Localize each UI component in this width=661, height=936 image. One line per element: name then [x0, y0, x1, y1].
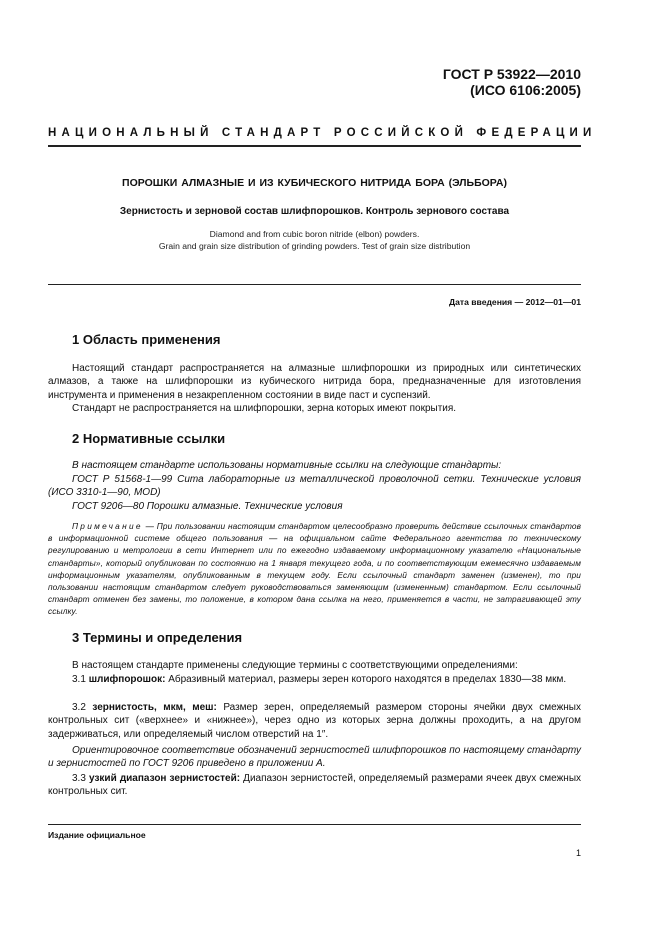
section-2-heading: 2 Нормативные ссылки [72, 431, 226, 446]
section-3-intro: В настоящем стандарте применены следующие термины с соответствующими определениями: [72, 660, 518, 671]
term-3-3 [48, 772, 581, 799]
section-3-heading: 3 Термины и определения [72, 630, 243, 645]
term-3-1-number: 3.1 [72, 674, 86, 685]
page-number: 1 [575, 848, 581, 858]
term-3-2-term: зернистость, мкм, меш: [92, 702, 217, 713]
top-divider [48, 145, 581, 147]
term-3-3-term: узкий диапазон зернистостей: [89, 773, 241, 784]
standard-code-block [443, 66, 581, 98]
reference-gost-9206: ГОСТ 9206—80 Порошки алмазные. Технические условия [72, 501, 343, 512]
term-3-2 [48, 701, 581, 741]
reference-gost-51568: ГОСТ Р 51568-1—99 Сита лабораторные из металлической проволочной сетки. Технические условия (ИСО 3310-1—90, MOD) [48, 474, 581, 499]
iso-code: (ИСО 6106:2005) [470, 82, 581, 98]
english-title-line-2: Grain and grain size distribution of grinding powders. Test of grain size distribution [158, 241, 471, 251]
national-standard-banner: НАЦИОНАЛЬНЫЙ СТАНДАРТ РОССИЙСКОЙ ФЕДЕРАЦИИ [48, 127, 597, 139]
term-3-2-number: 3.2 [72, 702, 86, 713]
note-text: — При пользовании настоящим стандартом целесообразно проверить действие ссылочных стандартов в информационной системе общего пользования — на официальном сайте Федерального агентства по техническому регулированию и метрологии в сети Интернет или по ежегодно издаваемому информационному указателю «Национальные стандарты», который опубликован по состоянию на 1 января текущего года, и по соответствующим ежемесячно издаваемым информационным указателям, опубликованным в текущем году. Если ссылочный стандарт заменен (изменен), то при пользовании настоящим стандартом следует руководствоваться заменяющим (измененным) стандартом. Если ссылочный стандарт отменен без замены, то положение, в котором дана ссылка на него, применяется в части, не затрагивающей эту ссылку. [48, 521, 582, 617]
footer-divider [48, 824, 581, 825]
section-1-paragraph-2: Стандарт не распространяется на шлифпорошки, зерна которых имеют покрытия. [72, 403, 457, 414]
note-label: Примечание [72, 521, 143, 531]
term-3-3-number: 3.3 [72, 773, 86, 784]
official-edition-label: Издание официальное [48, 830, 146, 840]
term-3-2-definition: Размер зерен, определяемый размером стороны ячейки двух смежных контрольных сит («верхнее» и «нижнее»), через одно из которых зерна должны проходить, а на другом задерживаться, или определяемый числом отверстий на 1″. [48, 702, 581, 740]
section-1-paragraph-1: Настоящий стандарт распространяется на алмазные шлифпорошки из природных или синтетических алмазов, а также на шлифпорошки из кубического нитрида бора, предназначенные для изготовления инструмента и применения в незакрепленном состоянии в виде паст и суспензий. [48, 363, 581, 401]
term-3-3-definition: Диапазон зернистостей, определяемый размерами ячеек двух смежных контрольных сит. [48, 773, 582, 798]
document-subtitle: Зернистость и зерновой состав шлифпорошков. Контроль зернового состава [119, 206, 510, 217]
section-2-note [48, 520, 581, 618]
title-divider [48, 284, 581, 285]
introduction-date: Дата введения — 2012—01—01 [448, 297, 581, 307]
term-3-1 [48, 673, 581, 686]
document-title: ПОРОШКИ АЛМАЗНЫЕ И ИЗ КУБИЧЕСКОГО НИТРИДА БОРА (ЭЛЬБОРА) [122, 177, 507, 189]
section-2-intro: В настоящем стандарте использованы нормативные ссылки на следующие стандарты: [72, 460, 502, 471]
term-3-1-definition: Абразивный материал, размеры зерен которого находятся в пределах 1830—38 мкм. [168, 674, 567, 685]
section-1-heading: 1 Область применения [72, 332, 221, 347]
english-title-line-1: Diamond and from cubic boron nitride (elbon) powders. [209, 229, 420, 239]
term-3-1-term: шлифпорошок: [88, 674, 166, 685]
term-3-2-note: Ориентировочное соответствие обозначений зернистостей шлифпорошков по настоящему стандарту и зернистостей по ГОСТ 9206 приведено в приложении А. [48, 745, 581, 770]
english-title [48, 228, 581, 252]
standard-code: ГОСТ Р 53922—2010 [442, 66, 581, 82]
